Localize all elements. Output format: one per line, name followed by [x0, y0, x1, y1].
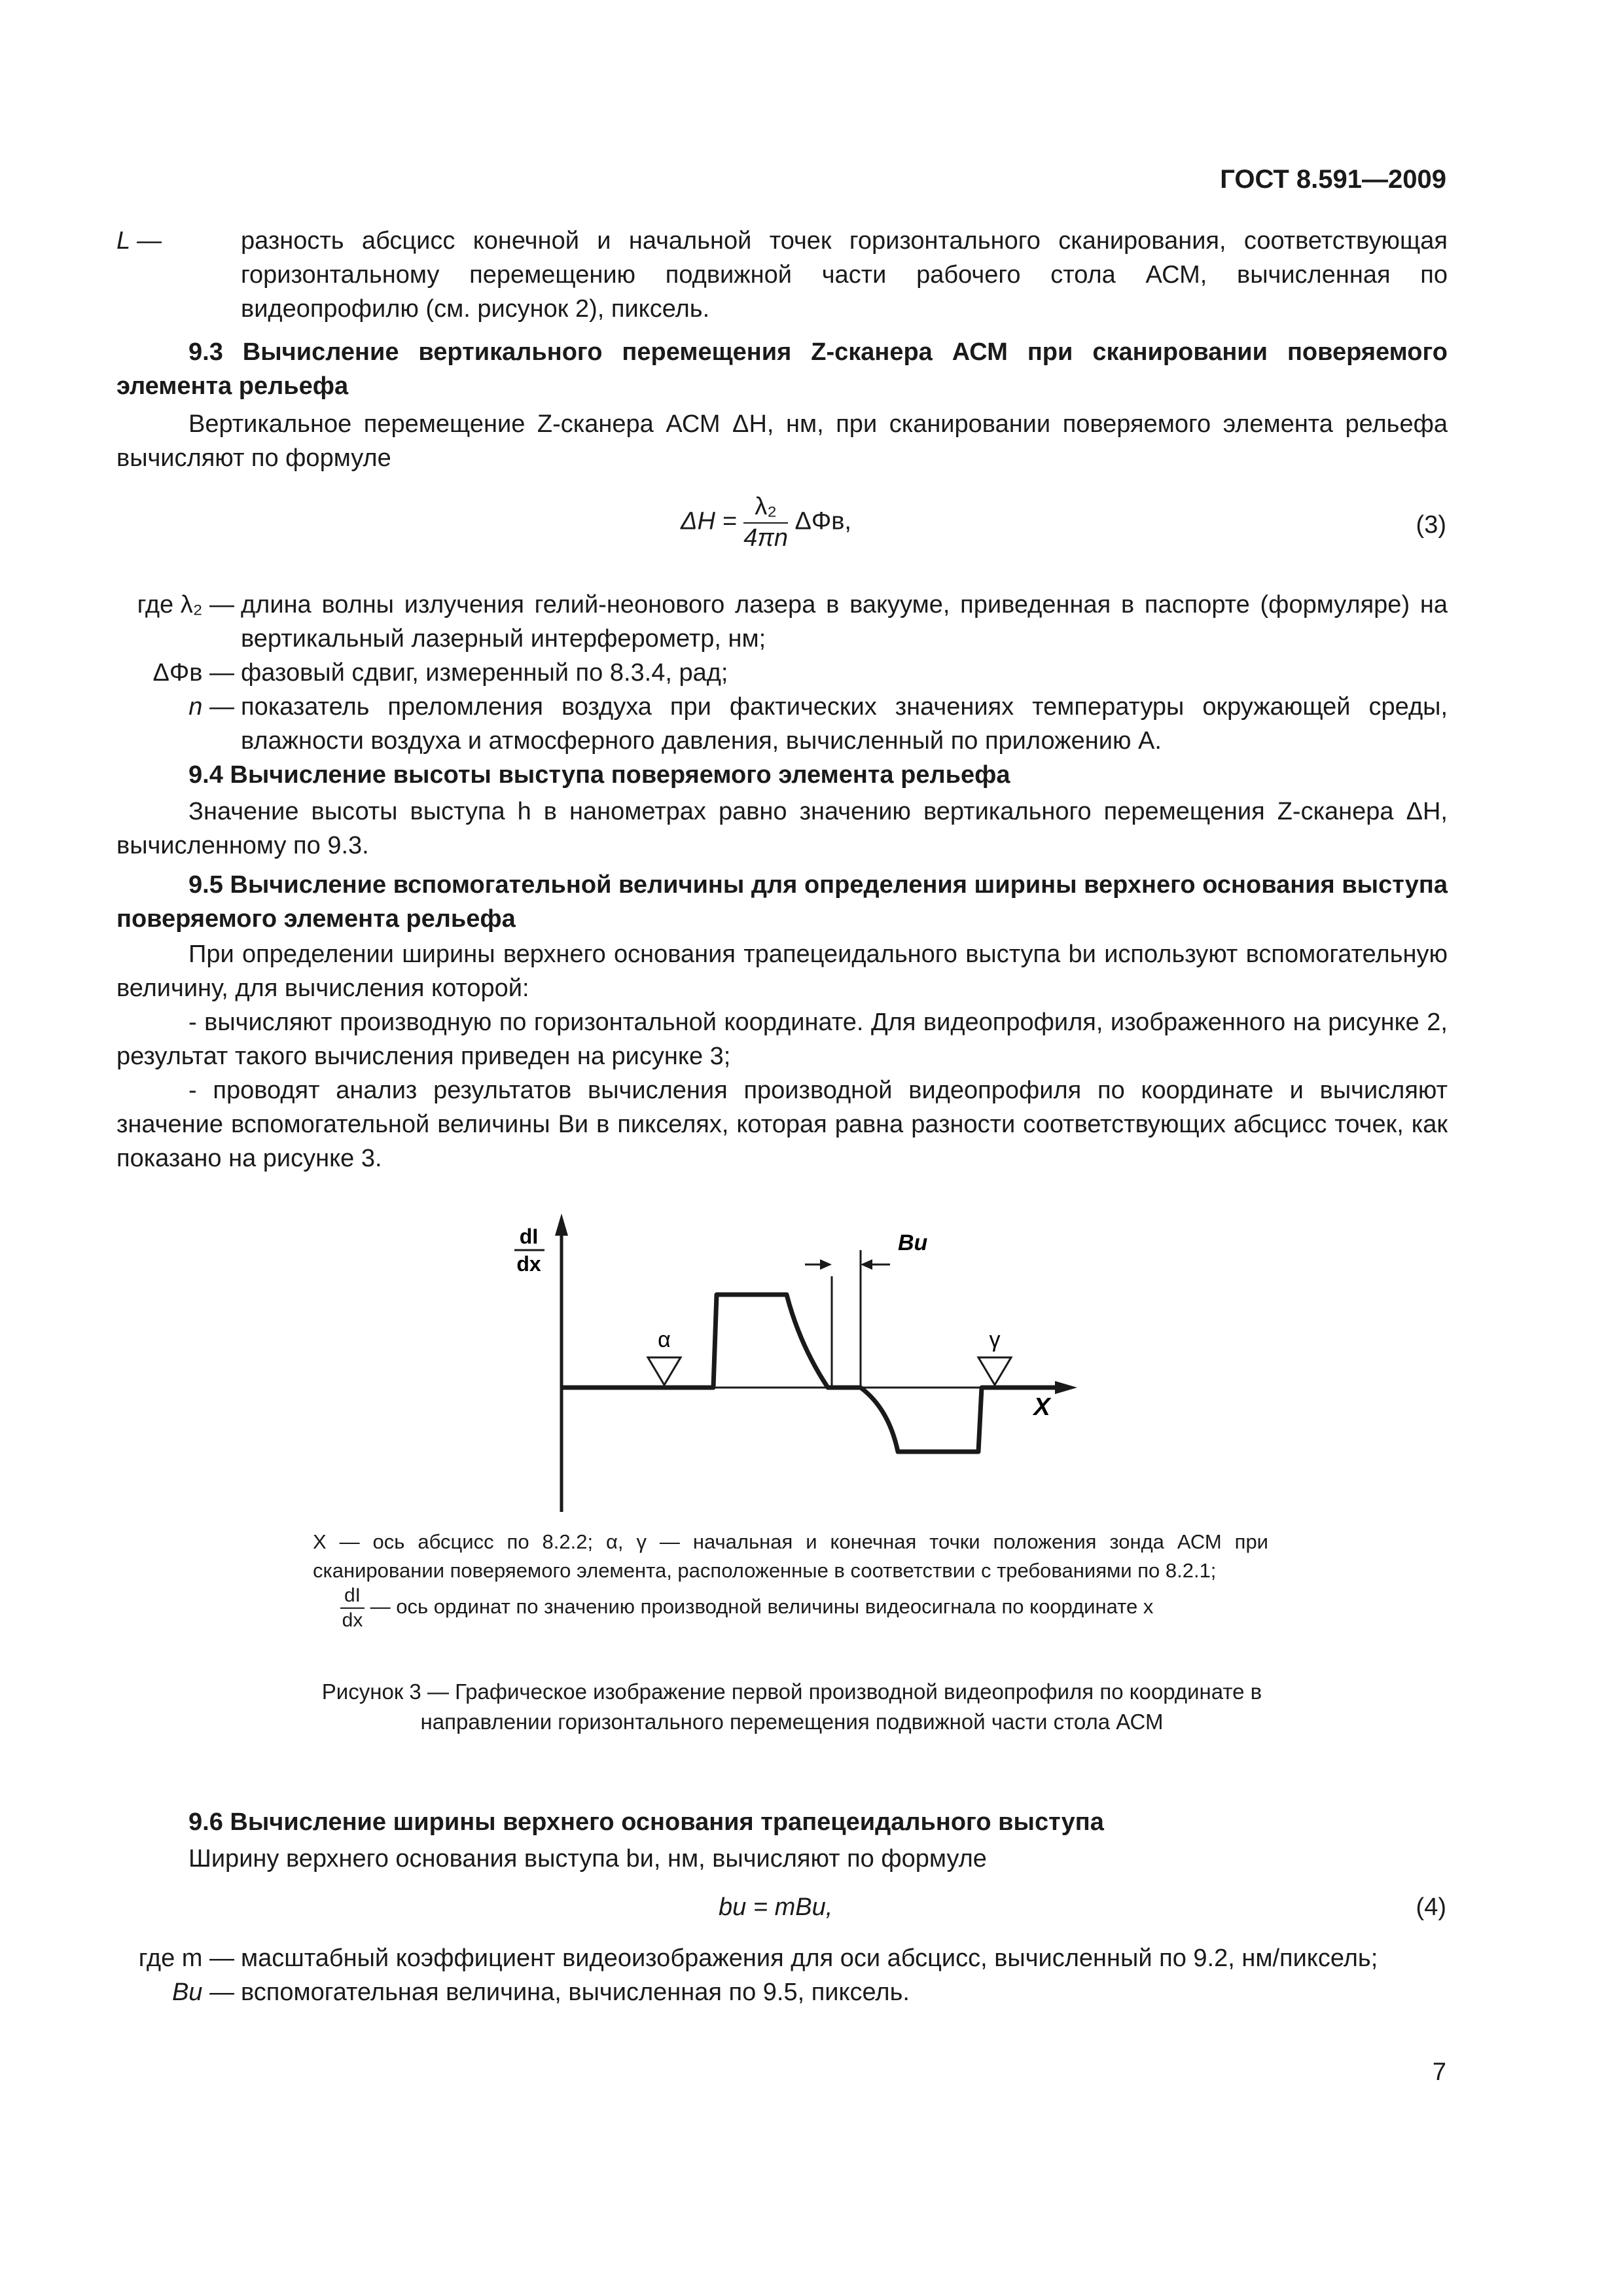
section-9-5-p2: - вычисляют производную по горизонтальной координате. Для видеопрофиля, изображенного на рисунке 2, результат такого вычисления приведен на рисунке 3;: [116, 1009, 1448, 1070]
figure-legend-1: X — ось абсцисс по 8.2.2; α, γ — начальная и конечная точки положения зонда АСМ при сканировании поверяемого элемента, расположенные в соответствии с требованиями по 8.2.1;: [313, 1530, 1268, 1582]
section-9-4-body: Значение высоты выступа h в нанометрах равно значению вертикального перемещения Z-сканера ΔH, вычисленному по 9.3.: [116, 798, 1448, 859]
formula-4: bи = mBи,: [719, 1893, 833, 1921]
definition-row: [116, 1975, 1448, 2009]
section-9-6-title: 9.6 Вычисление ширины верхнего основания трапецеидального выступа: [188, 1808, 1104, 1836]
section-9-3-title: 9.3 Вычисление вертикального перемещения Z-сканера АСМ при сканировании поверяемого элемента рельефа: [116, 338, 1448, 400]
gamma-marker: [978, 1357, 1011, 1385]
formula-3-rhs: ΔΦв,: [794, 507, 851, 535]
alpha-label: α: [658, 1327, 671, 1352]
y-axis-arrow: [555, 1213, 568, 1236]
page-number: 7: [1432, 2058, 1446, 2086]
section-9-5-p3: - проводят анализ результатов вычисления производной видеопрофиля по координате и вычисляют значение вспомогательной величины Bи в пикселях, которая равна разности соответствующих абсцисс точек, как показано на рисунке 3.: [116, 1077, 1448, 1172]
definition-row: [116, 1941, 1448, 1975]
x-label: X: [1033, 1393, 1050, 1421]
definitions-3: [116, 588, 1448, 758]
section-9-5-title: 9.5 Вычисление вспомогательной величины для определения ширины верхнего основания выступа поверяемого элемента рельефа: [116, 871, 1448, 933]
b-width-label: Bи: [898, 1230, 928, 1255]
formula-3-numerator: λ₂: [743, 492, 788, 524]
def-text: вспомогательная величина, вычисленная по 9.5, пиксель.: [241, 1979, 910, 2006]
def-text: масштабный коэффициент видеоизображения для оси абсцисс, вычисленный по 9.2, нм/пиксель;: [241, 1945, 1378, 1972]
figure-3-derivative-plot: [497, 1204, 1086, 1518]
derivative-curve: [562, 1295, 1060, 1452]
definitions-4: [116, 1941, 1448, 2009]
section-9-3-body: Вертикальное перемещение Z-сканера АСМ ΔH, нм, при сканировании поверяемого элемента рельефа вычисляют по формуле: [116, 410, 1448, 472]
def-text: длина волны излучения гелий-неонового лазера в вакууме, приведенная в паспорте (формуляре) на вертикальный лазерный интерферометр, нм;: [241, 591, 1448, 653]
legend-fraction-bottom: dx: [342, 1609, 363, 1631]
formula-4-number: (4): [1416, 1893, 1446, 1921]
def-term: n —: [188, 693, 234, 721]
figure-legend-2: [340, 1584, 1322, 1632]
def-text: показатель преломления воздуха при фактических значениях температуры окружающей среды, влажности воздуха и атмосферного давления, вычисленный по приложению А.: [241, 693, 1448, 755]
section-9-6-body: Ширину верхнего основания выступа bи, нм, вычисляют по формуле: [188, 1845, 987, 1873]
formula-3-lhs: ΔH =: [681, 507, 737, 535]
legend-2-text: — ось ординат по значению производной величины видеосигнала по координате x: [370, 1595, 1154, 1619]
def-term: ΔΦв —: [152, 659, 234, 687]
formula-3: [681, 492, 851, 553]
def-term: где λ₂ —: [137, 591, 234, 619]
page-header: ГОСТ 8.591—2009: [1220, 165, 1446, 194]
b-left-arrowhead: [820, 1259, 832, 1270]
def-text: разность абсцисс конечной и начальной точек горизонтального сканирования, соответствующая горизонтальному перемещению подвижной части рабочего стола АСМ, вычисленная по видеопрофилю (см. рисунок 2), пиксель.: [241, 227, 1448, 323]
definition-row: [116, 588, 1448, 656]
section-9-4-title: 9.4 Вычисление высоты выступа поверяемого элемента рельефа: [188, 761, 1010, 789]
b-right-arrowhead: [861, 1259, 872, 1270]
y-label-top: dI: [519, 1225, 539, 1248]
section-9-5-p1: При определении ширины верхнего основания трапецеидального выступа bи используют вспомогательную величину, для вычисления которой:: [116, 941, 1448, 1002]
definition-row: [116, 690, 1448, 758]
gamma-label: γ: [989, 1327, 1001, 1352]
def-term: L —: [116, 227, 162, 255]
formula-3-number: (3): [1416, 511, 1446, 539]
alpha-marker: [648, 1357, 681, 1385]
figure-caption: Рисунок 3 — Графическое изображение первой производной видеопрофиля по координате в направлении горизонтального перемещения подвижной части стола АСМ: [321, 1679, 1262, 1734]
legend-fraction-top: dI: [340, 1584, 365, 1609]
def-text: фазовый сдвиг, измеренный по 8.3.4, рад;: [241, 659, 728, 687]
legend-fraction: [340, 1584, 365, 1632]
formula-3-denominator: 4πn: [743, 524, 788, 552]
def-term: где m —: [138, 1945, 234, 1972]
formula-3-fraction: [743, 492, 788, 553]
definition-row: [116, 656, 1448, 690]
y-label-bottom: dx: [516, 1252, 541, 1276]
def-term: Bи —: [171, 1979, 234, 2006]
definition-L: [116, 224, 1448, 326]
